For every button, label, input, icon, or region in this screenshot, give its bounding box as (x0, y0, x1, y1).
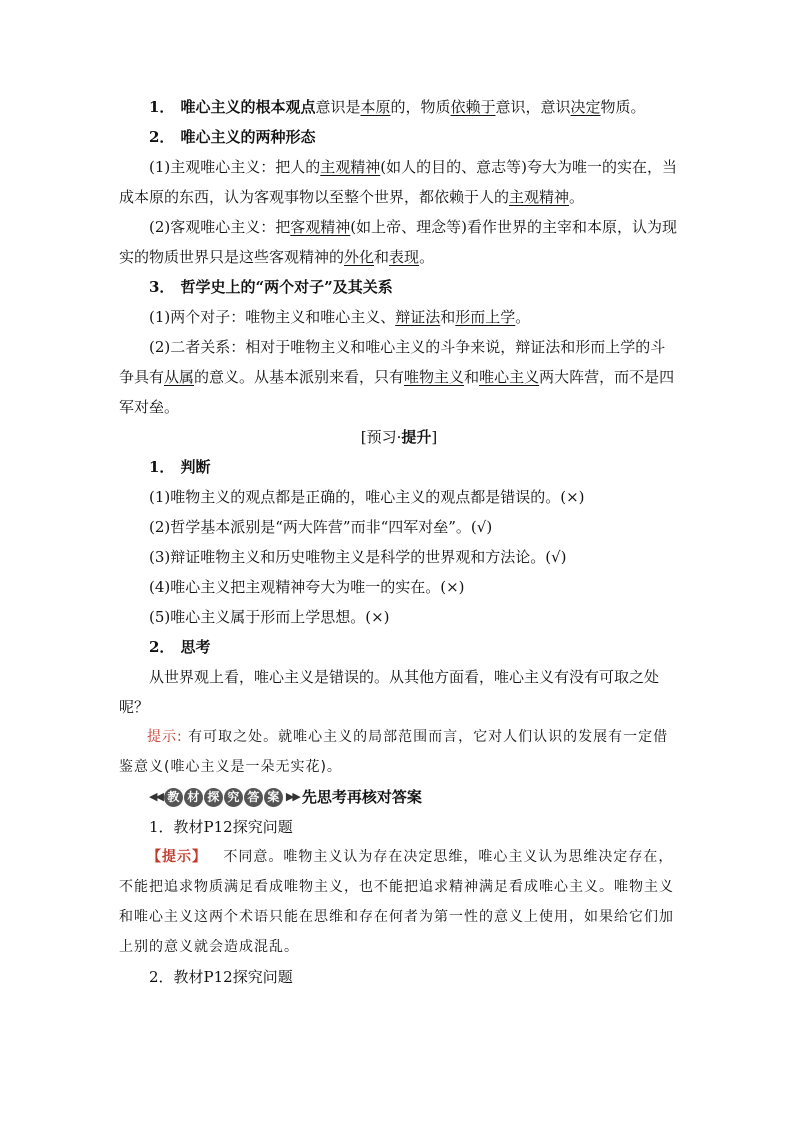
judge-item: (5)唯心主义属于形而上学思想。(×) (149, 608, 390, 626)
blank-answer: 唯物主义 (404, 368, 465, 386)
judge-item: (1)唯物主义的观点都是正确的，唯心主义的观点都是错误的。(×) (149, 488, 585, 506)
think-question: 从世界观上看，唯心主义是错误的。从其他方面看，唯心主义有没有可取之处呢？ (119, 668, 660, 716)
banner-badge: 教 材 探 究 答 案 (164, 788, 284, 807)
judge-item: (2)哲学基本派别是“两大阵营”而非“四军对垒”。(√) (149, 518, 493, 536)
hint-label: 提示: (147, 729, 183, 745)
blank-answer: 形而上学 (455, 308, 516, 326)
section-2-item-1: (1)主观唯心主义：把人的主观精神(如人的目的、意志等)夸大为唯一的实在，当成本原的东西，认为客观事物以至整个世界，都依赖于人的主观精神。 (119, 158, 677, 206)
judge-item: (4)唯心主义把主观精神夸大为唯一的实在。(×) (149, 578, 465, 596)
blank-answer: 客观精神 (290, 218, 351, 236)
hint-tag: 【提示】 (147, 849, 207, 865)
blank-answer: 辩证法 (395, 308, 441, 326)
blank-answer: 唯心主义 (479, 368, 540, 386)
blank-answer: 从属 (164, 368, 195, 386)
preview-heading: [预习·提升] (360, 428, 438, 446)
section-2-item-2: (2)客观唯心主义：把客观精神(如上帝、理念等)看作世界的主宰和本原，认为现实的物质世界只是这些客观精神的外化和表现。 (119, 218, 677, 266)
section-1: 1． 唯心主义的根本观点意识是本原的，物质依赖于意识，意识决定物质。 (149, 98, 646, 116)
question-2-title: 2．教材P12探究问题 (149, 968, 293, 986)
blank-answer: 主观精神 (509, 188, 570, 206)
blank-answer: 主观精神 (320, 158, 381, 176)
blank-answer: 决定 (570, 98, 601, 116)
right-arrows-icon: ▶▶ (285, 790, 299, 803)
blank-answer: 本原 (360, 98, 391, 116)
blank-answer: 表现 (389, 248, 420, 266)
question-1-hint: 【提示】 不同意。唯物主义认为存在决定思维，唯心主义认为思维决定存在，不能把追求物质满足看成唯物主义，也不能把追求精神满足看成唯心主义。唯物主义和唯心主义这两个术语只能在思维和存在何者为第一性的意义上使用，如果给它们加上别的意义就会造成混乱。 (119, 849, 674, 955)
question-1-title: 1．教材P12探究问题 (149, 818, 293, 836)
think-heading: 2． 思考 (149, 638, 211, 656)
blank-answer: 依赖于 (450, 98, 496, 116)
section-2-heading: 2． 唯心主义的两种形态 (149, 128, 316, 146)
banner-label: 先思考再核对答案 (301, 788, 422, 806)
judge-item: (3)辩证唯物主义和历史唯物主义是科学的世界观和方法论。(√) (149, 548, 567, 566)
think-hint: 提示: 有可取之处。就唯心主义的局部范围而言，它对人们认识的发展有一定借鉴意义(唯心主义是一朵无实花)。 (119, 729, 669, 775)
section-3-heading: 3． 哲学史上的“两个对子”及其关系 (149, 278, 393, 296)
section-3-item-2: (2)二者关系：相对于唯物主义和唯心主义的斗争来说，辩证法和形而上学的斗争具有从属的意义。从基本派别来看，只有唯物主义和唯心主义两大阵营，而不是四军对垒。 (119, 338, 675, 416)
answer-banner (119, 782, 679, 812)
section-3-item-1: (1)两个对子：唯物主义和唯心主义、辩证法和形而上学。 (149, 308, 531, 326)
section-1-title: 唯心主义的根本观点 (180, 98, 316, 116)
left-arrows-icon: ◀◀ (149, 790, 162, 803)
document-page (119, 92, 679, 992)
judge-heading: 1． 判断 (149, 458, 211, 476)
blank-answer: 外化 (344, 248, 375, 266)
